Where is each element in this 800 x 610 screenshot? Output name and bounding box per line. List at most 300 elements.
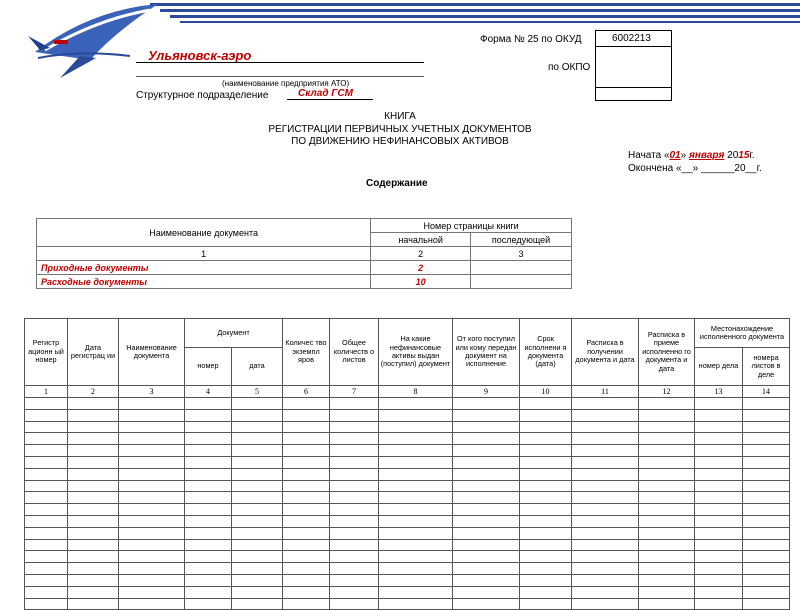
empty-cell: [379, 456, 453, 468]
empty-cell: [185, 480, 232, 492]
company-underline: [136, 62, 424, 63]
empty-cell: [232, 515, 283, 527]
empty-cell: [232, 433, 283, 445]
empty-cell: [695, 468, 743, 480]
empty-cell: [232, 527, 283, 539]
empty-cell: [572, 480, 639, 492]
col-doc-name: Наименование документа: [119, 319, 185, 386]
empty-cell: [453, 504, 520, 516]
empty-cell: [119, 574, 185, 586]
empty-cell: [520, 539, 572, 551]
empty-cell: [379, 504, 453, 516]
col-num: 4: [185, 386, 232, 398]
empty-cell: [379, 574, 453, 586]
empty-cell: [520, 515, 572, 527]
empty-cell: [743, 433, 790, 445]
table-row: [25, 563, 790, 575]
empty-cell: [330, 456, 379, 468]
empty-cell: [743, 504, 790, 516]
empty-cell: [379, 551, 453, 563]
empty-cell: [453, 468, 520, 480]
empty-cell: [283, 563, 330, 575]
contents-col-name: Наименование документа: [37, 219, 371, 247]
empty-cell: [185, 515, 232, 527]
empty-cell: [639, 433, 695, 445]
empty-cell: [453, 563, 520, 575]
empty-cell: [119, 539, 185, 551]
empty-cell: [68, 527, 119, 539]
empty-cell: [520, 492, 572, 504]
empty-cell: [185, 504, 232, 516]
empty-cell: [572, 421, 639, 433]
empty-cell: [185, 586, 232, 598]
empty-cell: [695, 398, 743, 410]
col-reg-date: Дата регистрац ии: [68, 319, 119, 386]
title-book: КНИГА: [384, 111, 416, 122]
empty-cell: [283, 480, 330, 492]
empty-cell: [119, 492, 185, 504]
empty-cell: [330, 445, 379, 457]
empty-cell: [232, 551, 283, 563]
empty-cell: [520, 433, 572, 445]
empty-cell: [25, 551, 68, 563]
empty-cell: [25, 445, 68, 457]
empty-cell: [572, 409, 639, 421]
empty-cell: [119, 456, 185, 468]
table-row: [25, 480, 790, 492]
table-row: [25, 409, 790, 421]
table-row: [25, 539, 790, 551]
empty-cell: [25, 527, 68, 539]
empty-cell: [520, 586, 572, 598]
empty-cell: [330, 539, 379, 551]
empty-cell: [743, 480, 790, 492]
table-row: [25, 468, 790, 480]
empty-cell: [639, 398, 695, 410]
table-row: [25, 574, 790, 586]
empty-cell: [379, 586, 453, 598]
col-num: 11: [572, 386, 639, 398]
empty-cell: [572, 468, 639, 480]
empty-cell: [232, 586, 283, 598]
empty-cell: [25, 409, 68, 421]
empty-cell: [520, 445, 572, 457]
empty-cell: [185, 421, 232, 433]
empty-cell: [572, 445, 639, 457]
empty-cell: [25, 433, 68, 445]
end-date: Окончена «__» ______20__г.: [628, 163, 762, 174]
empty-cell: [520, 574, 572, 586]
empty-cell: [330, 527, 379, 539]
empty-cell: [639, 492, 695, 504]
empty-cell: [743, 515, 790, 527]
empty-cell: [185, 563, 232, 575]
empty-cell: [119, 551, 185, 563]
empty-cell: [185, 445, 232, 457]
table-row: [25, 586, 790, 598]
col-doc-date: дата: [232, 348, 283, 386]
empty-cell: [232, 504, 283, 516]
col-num: 13: [695, 386, 743, 398]
col-num: 2: [68, 386, 119, 398]
col-num: 7: [330, 386, 379, 398]
empty-cell: [572, 586, 639, 598]
table-row: [25, 492, 790, 504]
empty-cell: [119, 398, 185, 410]
empty-cell: [572, 398, 639, 410]
empty-cell: [68, 409, 119, 421]
empty-cell: [330, 433, 379, 445]
empty-cell: [119, 504, 185, 516]
empty-cell: [572, 433, 639, 445]
empty-cell: [68, 492, 119, 504]
empty-cell: [743, 586, 790, 598]
title-line3: ПО ДВИЖЕНИЮ НЕФИНАНСОВЫХ АКТИВОВ: [291, 136, 509, 147]
empty-cell: [119, 445, 185, 457]
empty-cell: [379, 468, 453, 480]
empty-cell: [453, 539, 520, 551]
empty-cell: [185, 492, 232, 504]
empty-cell: [185, 456, 232, 468]
empty-cell: [743, 551, 790, 563]
empty-cell: [379, 398, 453, 410]
empty-cell: [639, 480, 695, 492]
okpo-code-box: [595, 46, 672, 88]
empty-cell: [232, 480, 283, 492]
empty-cell: [185, 468, 232, 480]
empty-cell: [330, 563, 379, 575]
empty-cell: [743, 563, 790, 575]
empty-cell: [639, 539, 695, 551]
contents-row-name: Расходные документы: [37, 275, 371, 289]
contents-num: 1: [37, 247, 371, 261]
empty-cell: [25, 586, 68, 598]
col-sheet-no: номера листов в деле: [743, 348, 790, 386]
empty-cell: [68, 433, 119, 445]
column-numbers-row: [25, 386, 790, 398]
empty-cell: [639, 456, 695, 468]
empty-cell: [68, 551, 119, 563]
empty-cell: [379, 492, 453, 504]
table-row: [25, 433, 790, 445]
contents-row-start: 2: [371, 261, 471, 275]
empty-cell: [743, 492, 790, 504]
empty-cell: [695, 586, 743, 598]
empty-cell: [68, 480, 119, 492]
table-row: [25, 527, 790, 539]
empty-cell: [185, 527, 232, 539]
empty-cell: [25, 456, 68, 468]
company-second-line: [136, 76, 424, 77]
empty-cell: [453, 409, 520, 421]
empty-cell: [330, 551, 379, 563]
empty-cell: [119, 409, 185, 421]
empty-cell: [639, 586, 695, 598]
empty-cell: [68, 456, 119, 468]
empty-cell: [453, 421, 520, 433]
empty-cell: [520, 551, 572, 563]
empty-cell: [453, 480, 520, 492]
col-num: 14: [743, 386, 790, 398]
empty-cell: [453, 456, 520, 468]
empty-cell: [520, 398, 572, 410]
col-num: 3: [119, 386, 185, 398]
contents-col-start: начальной: [371, 233, 471, 247]
empty-cell: [639, 468, 695, 480]
contents-heading: Содержание: [366, 178, 428, 189]
empty-cell: [379, 527, 453, 539]
empty-cell: [695, 456, 743, 468]
division-value: Склад ГСМ: [298, 88, 353, 99]
division-underline: [287, 99, 373, 100]
empty-cell: [695, 409, 743, 421]
empty-cell: [572, 551, 639, 563]
empty-cell: [68, 504, 119, 516]
col-num: 12: [639, 386, 695, 398]
empty-cell: [330, 515, 379, 527]
empty-cell: [68, 421, 119, 433]
empty-cell: [283, 504, 330, 516]
okud-code: 6002213: [612, 33, 651, 44]
empty-cell: [743, 527, 790, 539]
empty-cell: [330, 586, 379, 598]
empty-cell: [520, 456, 572, 468]
empty-cell: [68, 563, 119, 575]
empty-cell: [185, 539, 232, 551]
empty-cell: [119, 480, 185, 492]
form-label: Форма № 25 по ОКУД: [480, 34, 582, 45]
empty-cell: [743, 539, 790, 551]
col-receipt-get: Расписка в получении документа и дата: [572, 319, 639, 386]
table-row: [25, 398, 790, 410]
table-row: [25, 504, 790, 516]
empty-cell: [68, 398, 119, 410]
empty-cell: [119, 468, 185, 480]
col-sheets: Общее количеств о листов: [330, 319, 379, 386]
table-row: [25, 421, 790, 433]
contents-row-start: 10: [371, 275, 471, 289]
empty-cell: [232, 456, 283, 468]
empty-cell: [25, 563, 68, 575]
empty-cell: [695, 539, 743, 551]
empty-cell: [453, 527, 520, 539]
empty-cell: [330, 492, 379, 504]
empty-cell: [283, 574, 330, 586]
empty-cell: [283, 421, 330, 433]
col-document: Документ: [185, 319, 283, 348]
col-location: Местонахождение исполненного документа: [695, 319, 790, 348]
empty-cell: [572, 563, 639, 575]
empty-cell: [232, 574, 283, 586]
empty-cell: [453, 586, 520, 598]
empty-cell: [283, 398, 330, 410]
col-num: 10: [520, 386, 572, 398]
title-line2: РЕГИСТРАЦИИ ПЕРВИЧНЫХ УЧЕТНЫХ ДОКУМЕНТОВ: [268, 124, 532, 135]
empty-cell: [743, 398, 790, 410]
empty-cell: [25, 492, 68, 504]
empty-cell: [695, 480, 743, 492]
empty-cell: [572, 492, 639, 504]
empty-cell: [330, 398, 379, 410]
empty-cell: [572, 515, 639, 527]
blank-rows: [25, 398, 790, 610]
empty-cell: [695, 527, 743, 539]
empty-cell: [119, 563, 185, 575]
col-reg-no: Регистр ационн ый номер: [25, 319, 68, 386]
empty-cell: [453, 445, 520, 457]
contents-col-page: Номер страницы книги: [371, 219, 572, 233]
empty-cell: [639, 527, 695, 539]
empty-cell: [185, 409, 232, 421]
empty-cell: [520, 468, 572, 480]
empty-cell: [283, 539, 330, 551]
header-stripes: [150, 0, 800, 30]
empty-cell: [695, 445, 743, 457]
col-num: 5: [232, 386, 283, 398]
empty-cell: [232, 445, 283, 457]
empty-cell: [185, 574, 232, 586]
empty-cell: [330, 409, 379, 421]
empty-cell: [572, 527, 639, 539]
empty-cell: [743, 445, 790, 457]
empty-cell: [232, 398, 283, 410]
empty-cell: [379, 539, 453, 551]
empty-cell: [453, 551, 520, 563]
empty-cell: [453, 492, 520, 504]
empty-cell: [232, 468, 283, 480]
empty-cell: [25, 574, 68, 586]
empty-cell: [68, 539, 119, 551]
col-copies: Количес тво экземпл яров: [283, 319, 330, 386]
empty-cell: [330, 468, 379, 480]
col-case-no: номер дела: [695, 348, 743, 386]
table-row: [25, 515, 790, 527]
empty-cell: [743, 409, 790, 421]
col-from-whom: От кого поступил или кому передан документ на исполнение: [453, 319, 520, 386]
col-doc-number: номер: [185, 348, 232, 386]
empty-cell: [119, 527, 185, 539]
empty-cell: [283, 445, 330, 457]
table-row: [37, 275, 572, 289]
empty-cell: [520, 563, 572, 575]
empty-cell: [639, 445, 695, 457]
empty-cell: [572, 456, 639, 468]
division-label: Структурное подразделение: [136, 90, 269, 101]
contents-num: 2: [371, 247, 471, 261]
empty-cell: [283, 586, 330, 598]
okpo-label: по ОКПО: [548, 62, 591, 73]
contents-table: [36, 218, 572, 289]
empty-cell: [520, 421, 572, 433]
col-assets: На какие нефинансовые активы выдан (поступил) документ: [379, 319, 453, 386]
empty-cell: [283, 433, 330, 445]
empty-cell: [639, 504, 695, 516]
empty-cell: [520, 480, 572, 492]
empty-cell: [572, 539, 639, 551]
empty-cell: [232, 492, 283, 504]
empty-cell: [379, 433, 453, 445]
empty-cell: [639, 515, 695, 527]
empty-cell: [453, 515, 520, 527]
empty-cell: [283, 551, 330, 563]
contents-row-name: Приходные документы: [37, 261, 371, 275]
empty-cell: [119, 421, 185, 433]
empty-cell: [283, 527, 330, 539]
register-table: [24, 318, 790, 610]
empty-cell: [119, 515, 185, 527]
empty-cell: [68, 574, 119, 586]
empty-cell: [695, 492, 743, 504]
empty-cell: [25, 515, 68, 527]
empty-cell: [232, 539, 283, 551]
empty-cell: [283, 468, 330, 480]
extra-code-box: [595, 87, 672, 101]
empty-cell: [639, 409, 695, 421]
empty-cell: [695, 574, 743, 586]
empty-cell: [379, 515, 453, 527]
empty-cell: [379, 409, 453, 421]
start-date: Начата «01» января 2015г.: [628, 150, 755, 161]
empty-cell: [379, 480, 453, 492]
col-num: 6: [283, 386, 330, 398]
empty-cell: [330, 504, 379, 516]
empty-cell: [572, 504, 639, 516]
table-row: [25, 456, 790, 468]
empty-cell: [330, 480, 379, 492]
company-name: Ульяновск-аэро: [148, 48, 252, 63]
empty-cell: [283, 409, 330, 421]
empty-cell: [520, 504, 572, 516]
empty-cell: [453, 398, 520, 410]
empty-cell: [520, 409, 572, 421]
empty-cell: [639, 563, 695, 575]
empty-cell: [232, 563, 283, 575]
empty-cell: [639, 421, 695, 433]
empty-cell: [25, 480, 68, 492]
empty-cell: [185, 433, 232, 445]
empty-cell: [330, 574, 379, 586]
empty-cell: [185, 551, 232, 563]
col-num: 8: [379, 386, 453, 398]
empty-cell: [743, 468, 790, 480]
empty-cell: [25, 539, 68, 551]
empty-cell: [25, 421, 68, 433]
empty-cell: [695, 515, 743, 527]
empty-cell: [695, 551, 743, 563]
empty-cell: [743, 456, 790, 468]
empty-cell: [453, 433, 520, 445]
empty-cell: [68, 586, 119, 598]
col-num: 1: [25, 386, 68, 398]
empty-cell: [639, 574, 695, 586]
empty-cell: [572, 574, 639, 586]
empty-cell: [68, 445, 119, 457]
empty-cell: [330, 421, 379, 433]
empty-cell: [119, 433, 185, 445]
empty-cell: [379, 445, 453, 457]
table-row: [37, 261, 572, 275]
empty-cell: [379, 421, 453, 433]
col-num: 9: [453, 386, 520, 398]
contents-row-end: [471, 275, 572, 289]
empty-cell: [743, 421, 790, 433]
empty-cell: [453, 574, 520, 586]
empty-cell: [283, 456, 330, 468]
empty-cell: [695, 504, 743, 516]
col-term: Срок исполнени я документа (дата): [520, 319, 572, 386]
contents-row-end: [471, 261, 572, 275]
empty-cell: [68, 468, 119, 480]
